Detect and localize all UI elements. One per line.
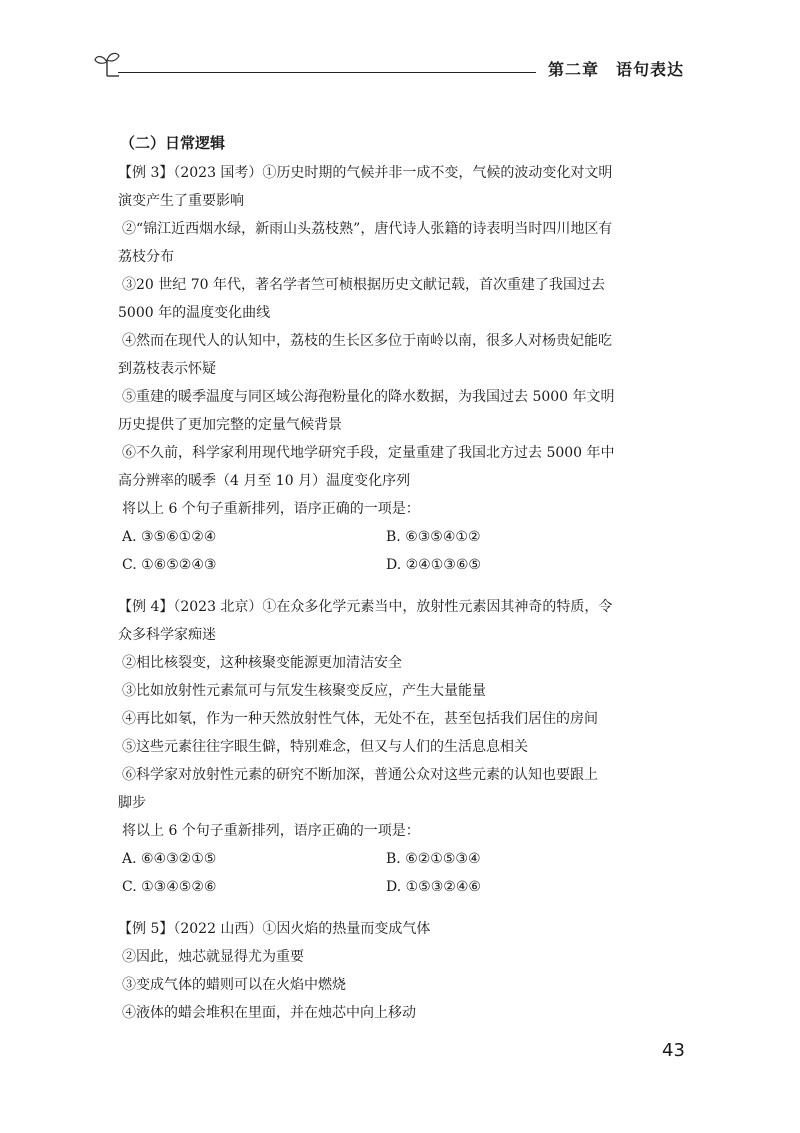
ex3-line: ⑥不久前，科学家利用现代地学研究手段，定量重建了我国北方过去 5000 年中 bbox=[122, 445, 615, 461]
ex4-option-a: A. ⑥④③②①⑤ bbox=[122, 851, 217, 867]
ex5-line: 【例 5】（2022 山西）①因火焰的热量而变成气体 bbox=[118, 921, 431, 937]
ex3-options-row bbox=[118, 523, 690, 551]
ex4-line: ⑥科学家对放射性元素的研究不断加深，普通公众对这些元素的认知也要跟上 bbox=[122, 767, 598, 783]
ex3-question: 将以上 6 个句子重新排列，语序正确的一项是： bbox=[122, 501, 420, 517]
ex5-line: ④液体的蜡会堆积在里面，并在烛芯中向上移动 bbox=[122, 1005, 416, 1021]
page-number: 43 bbox=[662, 1040, 685, 1061]
page-header bbox=[0, 0, 800, 90]
ex3-option-d: D. ②④①③⑥⑤ bbox=[386, 557, 481, 573]
ex3-line: 到荔枝表示怀疑 bbox=[118, 361, 216, 377]
header-rule bbox=[118, 72, 536, 73]
ex3-option-c: C. ①⑥⑤②④③ bbox=[122, 557, 217, 573]
ex4-option-c: C. ①③④⑤②⑥ bbox=[122, 879, 217, 895]
ex5-line: ③变成气体的蜡则可以在火焰中燃烧 bbox=[122, 977, 346, 993]
ex3-line: ③20 世纪 70 年代，著名学者竺可桢根据历史文献记载，首次重建了我国过去 bbox=[122, 277, 605, 293]
ex4-question: 将以上 6 个句子重新排列，语序正确的一项是： bbox=[122, 823, 420, 839]
example-5 bbox=[118, 915, 690, 1027]
ex3-options-row bbox=[118, 551, 690, 579]
example-3 bbox=[118, 159, 690, 579]
ex5-line: ②因此，烛芯就显得尤为重要 bbox=[122, 949, 304, 965]
section-title: （二）日常逻辑 bbox=[120, 134, 226, 152]
ex4-line: ②相比核裂变，这种核聚变能源更加清洁安全 bbox=[122, 655, 402, 671]
ex3-line: ④然而在现代人的认知中，荔枝的生长区多位于南岭以南，很多人对杨贵妃能吃 bbox=[122, 333, 612, 349]
example-4 bbox=[118, 593, 690, 901]
ex4-option-d: D. ①⑤③②④⑥ bbox=[386, 879, 481, 895]
ex3-line: ②“锦江近西烟水绿，新雨山头荔枝熟”，唐代诗人张籍的诗表明当时四川地区有 bbox=[122, 221, 613, 237]
ex3-line: 5000 年的温度变化曲线 bbox=[118, 305, 271, 321]
chapter-title: 第二章 语句表达 bbox=[548, 60, 685, 79]
ex4-options-row bbox=[118, 845, 690, 873]
page-content bbox=[118, 127, 690, 1027]
ex4-line: 【例 4】（2023 北京）①在众多化学元素当中，放射性元素因其神奇的特质，令 bbox=[118, 599, 613, 615]
ex3-option-b: B. ⑥③⑤④①② bbox=[386, 529, 481, 545]
ex4-line: 脚步 bbox=[118, 795, 146, 811]
ex3-line: 荔枝分布 bbox=[118, 249, 174, 265]
ex4-line: ③比如放射性元素氚可与氘发生核聚变反应，产生大量能量 bbox=[122, 683, 486, 699]
ex3-line: 高分辨率的暖季（4 月至 10 月）温度变化序列 bbox=[118, 473, 411, 489]
sprout-icon bbox=[92, 48, 122, 78]
ex3-line: 【例 3】（2023 国考）①历史时期的气候并非一成不变，气候的波动变化对文明 bbox=[118, 165, 613, 181]
ex4-option-b: B. ⑥②①⑤③④ bbox=[386, 851, 481, 867]
ex4-line: 众多科学家痴迷 bbox=[118, 627, 216, 643]
ex4-line: ④再比如氡，作为一种天然放射性气体，无处不在，甚至包括我们居住的房间 bbox=[122, 711, 598, 727]
ex3-line: 演变产生了重要影响 bbox=[118, 193, 244, 209]
ex3-line: 历史提供了更加完整的定量气候背景 bbox=[118, 417, 342, 433]
ex4-line: ⑤这些元素往往字眼生僻，特别难念，但又与人们的生活息息相关 bbox=[122, 739, 528, 755]
ex3-option-a: A. ③⑤⑥①②④ bbox=[122, 529, 217, 545]
ex4-options-row bbox=[118, 873, 690, 901]
ex3-line: ⑤重建的暖季温度与同区域公海孢粉量化的降水数据，为我国过去 5000 年文明 bbox=[122, 389, 615, 405]
